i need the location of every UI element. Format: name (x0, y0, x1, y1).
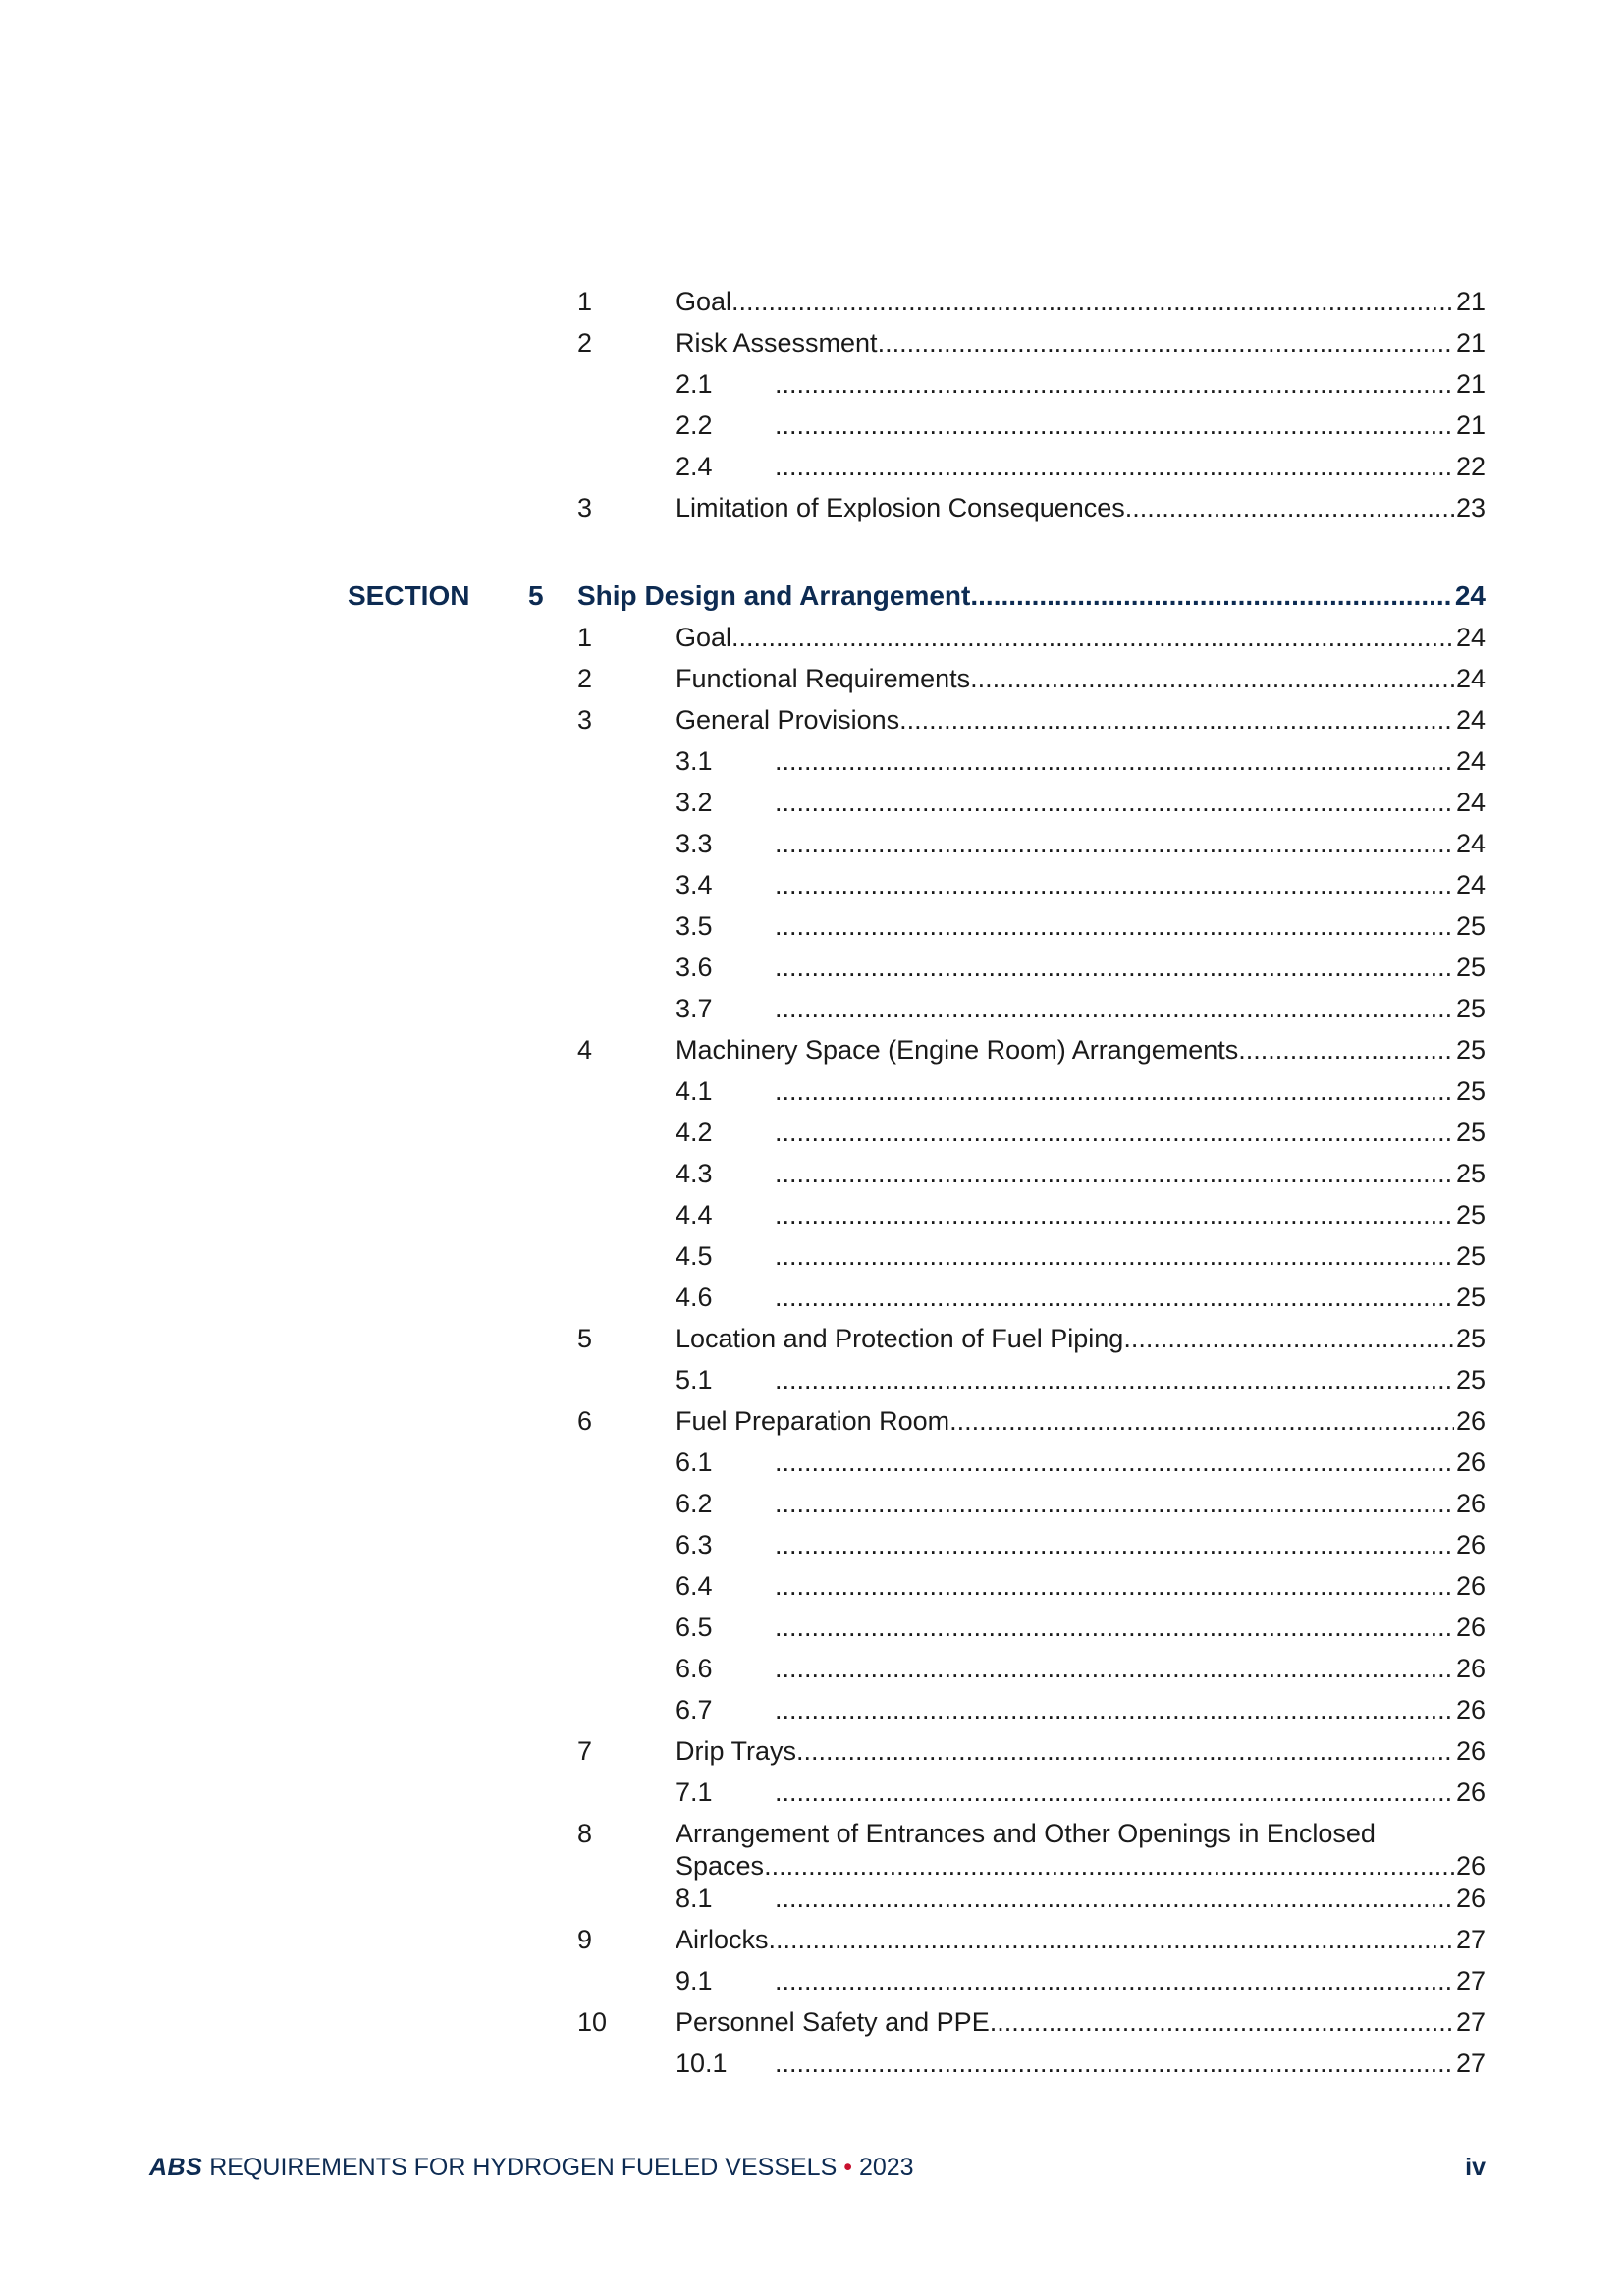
dot-leader (769, 1919, 1454, 1960)
entry-number: 10 (577, 2007, 608, 2037)
subentry-page: 26 (1455, 1695, 1486, 1724)
dot-leader (731, 617, 1454, 658)
entry-leader (676, 487, 1486, 528)
section-label: SECTION (348, 580, 470, 611)
entry-title: Goal (676, 287, 732, 316)
subentry-leader (775, 1648, 1486, 1689)
entry-number: 2 (577, 328, 593, 357)
dot-leader (775, 905, 1454, 947)
toc-entry[interactable] (0, 617, 1623, 658)
entry-number: 3 (577, 705, 593, 735)
toc-subentry[interactable] (0, 988, 1623, 1029)
subentry-page: 24 (1455, 870, 1486, 900)
toc-subentry[interactable] (0, 1112, 1623, 1153)
dot-leader (775, 405, 1454, 446)
subentry-number: 7.1 (676, 1777, 713, 1807)
subentry-page: 25 (1455, 1241, 1486, 1271)
dot-leader (775, 947, 1454, 988)
toc-subentry[interactable] (0, 864, 1623, 905)
subentry-leader (775, 1565, 1486, 1607)
subentry-leader (775, 864, 1486, 905)
subentry-page: 26 (1455, 1530, 1486, 1559)
toc-subentry[interactable] (0, 1524, 1623, 1565)
dot-leader (775, 782, 1454, 823)
subentry-leader (775, 905, 1486, 947)
toc-subentry[interactable] (0, 1960, 1623, 2001)
subentry-leader (775, 1524, 1486, 1565)
subentry-page: 24 (1455, 788, 1486, 817)
subentry-number: 4.5 (676, 1241, 713, 1271)
entry-title: Drip Trays (676, 1736, 797, 1766)
subentry-number: 3.6 (676, 953, 713, 982)
entry-number: 7 (577, 1736, 593, 1766)
toc-subentry[interactable] (0, 1878, 1623, 1919)
subentry-page: 25 (1455, 1159, 1486, 1188)
section-leader (577, 575, 1486, 617)
subentry-page: 21 (1455, 410, 1486, 440)
document-year: 2023 (858, 2154, 914, 2181)
dot-leader (775, 1194, 1454, 1235)
subentry-number: 2.4 (676, 452, 713, 481)
entry-leader (676, 617, 1486, 658)
toc-entry[interactable] (0, 2001, 1623, 2043)
subentry-page: 21 (1455, 369, 1486, 399)
entry-page: 24 (1455, 623, 1486, 652)
toc-subentry[interactable] (0, 405, 1623, 446)
subentry-page: 26 (1455, 1448, 1486, 1477)
dot-leader (775, 823, 1454, 864)
subentry-page: 25 (1455, 953, 1486, 982)
subentry-number: 6.6 (676, 1654, 713, 1683)
bullet-separator: • (843, 2154, 852, 2181)
toc-subentry[interactable] (0, 363, 1623, 405)
dot-leader (775, 1235, 1454, 1277)
entry-title: General Provisions (676, 705, 900, 735)
toc-entry[interactable] (0, 322, 1623, 363)
toc-subentry[interactable] (0, 905, 1623, 947)
dot-leader (775, 988, 1454, 1029)
toc-subentry[interactable] (0, 740, 1623, 782)
dot-leader (949, 1400, 1454, 1442)
subentry-number: 4.6 (676, 1283, 713, 1312)
subentry-leader (775, 2043, 1486, 2084)
subentry-page: 26 (1455, 1489, 1486, 1518)
dot-leader (775, 740, 1454, 782)
subentry-page: 25 (1455, 1076, 1486, 1106)
subentry-leader (775, 782, 1486, 823)
entry-leader (676, 1919, 1486, 1960)
subentry-leader (775, 405, 1486, 446)
subentry-leader (775, 1607, 1486, 1648)
section-title: Ship Design and Arrangement (577, 580, 971, 611)
entry-number: 2 (577, 664, 593, 693)
subentry-number: 10.1 (676, 2049, 728, 2078)
entry-number: 4 (577, 1035, 593, 1065)
toc-subentry[interactable] (0, 1442, 1623, 1483)
subentry-leader (775, 1070, 1486, 1112)
subentry-page: 24 (1455, 746, 1486, 776)
entry-page: 26 (1455, 1736, 1486, 1766)
subentry-page: 25 (1455, 1118, 1486, 1147)
subentry-leader (775, 1878, 1486, 1919)
entry-title: Limitation of Explosion Consequences (676, 493, 1125, 522)
subentry-page: 25 (1455, 1365, 1486, 1394)
entry-leader (676, 1318, 1486, 1359)
document-title: REQUIREMENTS FOR HYDROGEN FUELED VESSELS (209, 2154, 838, 2181)
dot-leader (775, 446, 1454, 487)
subentry-number: 3.4 (676, 870, 713, 900)
subentry-page: 26 (1455, 1884, 1486, 1913)
dot-leader (775, 1648, 1454, 1689)
entry-number: 5 (577, 1324, 593, 1353)
entry-title: Goal (676, 623, 732, 652)
section-number: 5 (528, 580, 544, 611)
toc-subentry[interactable] (0, 1689, 1623, 1730)
subentry-leader (775, 1483, 1486, 1524)
dot-leader (878, 322, 1454, 363)
dot-leader (775, 1442, 1454, 1483)
entry-title: Risk Assessment (676, 328, 878, 357)
dot-leader (775, 2043, 1454, 2084)
subentry-leader (775, 823, 1486, 864)
entry-page: 21 (1455, 328, 1486, 357)
subentry-page: 25 (1455, 1200, 1486, 1230)
brand-logo: ABS (149, 2154, 203, 2181)
subentry-number: 2.2 (676, 410, 713, 440)
subentry-leader (775, 1689, 1486, 1730)
dot-leader (1238, 1029, 1454, 1070)
table-of-contents (0, 281, 1623, 2084)
subentry-number: 5.1 (676, 1365, 713, 1394)
toc-subentry[interactable] (0, 446, 1623, 487)
subentry-leader (775, 1960, 1486, 2001)
entry-page: 21 (1455, 287, 1486, 316)
subentry-leader (775, 1153, 1486, 1194)
subentry-number: 4.4 (676, 1200, 713, 1230)
entry-number: 9 (577, 1925, 593, 1954)
dot-leader (1123, 1318, 1454, 1359)
toc-top-block (0, 281, 1623, 528)
entry-page: 23 (1455, 493, 1486, 522)
entry-title: Functional Requirements (676, 664, 971, 693)
dot-leader (775, 1960, 1454, 2001)
toc-subentry[interactable] (0, 1194, 1623, 1235)
dot-leader (899, 699, 1454, 740)
toc-subentry[interactable] (0, 1359, 1623, 1400)
subentry-leader (775, 1194, 1486, 1235)
dot-leader (775, 1772, 1454, 1813)
subentry-leader (775, 1772, 1486, 1813)
subentry-page: 22 (1455, 452, 1486, 481)
page-number: iv (1465, 2154, 1486, 2181)
entry-number: 3 (577, 493, 593, 522)
toc-subentry[interactable] (0, 1277, 1623, 1318)
entry-title-line1: Arrangement of Entrances and Other Openings in Enclosed (676, 1819, 1376, 1848)
dot-leader (775, 1277, 1454, 1318)
subentry-number: 6.7 (676, 1695, 713, 1724)
section-page: 24 (1454, 580, 1486, 611)
subentry-page: 26 (1455, 1613, 1486, 1642)
toc-subentry[interactable] (0, 947, 1623, 988)
subentry-number: 3.1 (676, 746, 713, 776)
dot-leader (775, 1565, 1454, 1607)
dot-leader (775, 1689, 1454, 1730)
subentry-number: 6.5 (676, 1613, 713, 1642)
subentry-leader (775, 947, 1486, 988)
subentry-number: 3.5 (676, 911, 713, 941)
subentry-page: 25 (1455, 911, 1486, 941)
dot-leader (775, 363, 1454, 405)
toc-subentry[interactable] (0, 1235, 1623, 1277)
entry-leader (676, 1029, 1486, 1070)
dot-leader (775, 1483, 1454, 1524)
subentry-number: 6.4 (676, 1571, 713, 1601)
dot-leader (775, 1878, 1454, 1919)
subentry-number: 6.1 (676, 1448, 713, 1477)
dot-leader (731, 281, 1454, 322)
subentry-number: 3.7 (676, 994, 713, 1023)
toc-subentry[interactable] (0, 2043, 1623, 2084)
subentry-leader (775, 988, 1486, 1029)
subentry-number: 4.1 (676, 1076, 713, 1106)
subentry-number: 9.1 (676, 1966, 713, 1995)
toc-entry[interactable] (0, 1919, 1623, 1960)
dot-leader (775, 1607, 1454, 1648)
entry-number: 1 (577, 287, 593, 316)
entry-title: Airlocks (676, 1925, 769, 1954)
toc-subentry[interactable] (0, 782, 1623, 823)
dot-leader (990, 2001, 1454, 2043)
toc-entry[interactable] (0, 1029, 1623, 1070)
section-heading[interactable] (0, 575, 1623, 617)
entry-page: 25 (1455, 1035, 1486, 1065)
toc-entry[interactable] (0, 1730, 1623, 1772)
dot-leader (775, 1112, 1454, 1153)
subentry-page: 26 (1455, 1777, 1486, 1807)
subentry-page: 27 (1455, 2049, 1486, 2078)
entry-number: 8 (577, 1819, 593, 1848)
dot-leader (775, 1070, 1454, 1112)
toc-entry[interactable] (0, 699, 1623, 740)
toc-entry[interactable] (0, 281, 1623, 322)
entry-page: 25 (1455, 1324, 1486, 1353)
subentry-leader (775, 740, 1486, 782)
subentry-leader (775, 1235, 1486, 1277)
toc-entry[interactable] (0, 1318, 1623, 1359)
dot-leader (796, 1730, 1454, 1772)
entry-page: 27 (1455, 2007, 1486, 2037)
subentry-number: 2.1 (676, 369, 713, 399)
subentry-page: 24 (1455, 829, 1486, 858)
toc-subentry[interactable] (0, 1772, 1623, 1813)
entry-title: Fuel Preparation Room (676, 1406, 950, 1436)
entry-leader (676, 1400, 1486, 1442)
entry-title: Personnel Safety and PPE (676, 2007, 990, 2037)
subentry-number: 4.2 (676, 1118, 713, 1147)
subentry-leader (775, 1277, 1486, 1318)
page-footer (149, 2154, 1486, 2182)
entry-leader (676, 658, 1486, 699)
subentry-number: 4.3 (676, 1159, 713, 1188)
subentry-leader (775, 1112, 1486, 1153)
entry-page: 27 (1455, 1925, 1486, 1954)
subentry-number: 3.2 (676, 788, 713, 817)
toc-subentry[interactable] (0, 1565, 1623, 1607)
subentry-number: 6.2 (676, 1489, 713, 1518)
entry-page: 24 (1455, 664, 1486, 693)
footer-left (149, 2154, 914, 2182)
toc-subentry[interactable] (0, 823, 1623, 864)
subentry-page: 26 (1455, 1654, 1486, 1683)
entry-number: 6 (577, 1406, 593, 1436)
entry-leader (676, 2001, 1486, 2043)
section-gap (0, 528, 1623, 575)
entry-title: Location and Protection of Fuel Piping (676, 1324, 1124, 1353)
entry-page: 24 (1455, 705, 1486, 735)
subentry-number: 3.3 (676, 829, 713, 858)
entry-leader (676, 322, 1486, 363)
subentry-leader (775, 363, 1486, 405)
entry-leader (676, 699, 1486, 740)
toc-subentry[interactable] (0, 1153, 1623, 1194)
entry-title: Machinery Space (Engine Room) Arrangements (676, 1035, 1239, 1065)
toc-section-block (0, 617, 1623, 2084)
subentry-leader (775, 1442, 1486, 1483)
dot-leader (1125, 487, 1454, 528)
entry-number: 1 (577, 623, 593, 652)
subentry-page: 27 (1455, 1966, 1486, 1995)
dot-leader (775, 1153, 1454, 1194)
dot-leader (970, 575, 1452, 617)
subentry-page: 26 (1455, 1571, 1486, 1601)
toc-entry[interactable] (0, 1400, 1623, 1442)
dot-leader (775, 1359, 1454, 1400)
toc-entry[interactable] (0, 658, 1623, 699)
subentry-number: 8.1 (676, 1884, 713, 1913)
dot-leader (970, 658, 1454, 699)
entry-page: 26 (1455, 1406, 1486, 1436)
entry-page: 26 (1455, 1851, 1486, 1881)
toc-subentry[interactable] (0, 1648, 1623, 1689)
subentry-leader (775, 1359, 1486, 1400)
toc-subentry[interactable] (0, 1607, 1623, 1648)
entry-leader (676, 1730, 1486, 1772)
toc-entry[interactable] (0, 1813, 1623, 1881)
subentry-page: 25 (1455, 1283, 1486, 1312)
subentry-page: 25 (1455, 994, 1486, 1023)
dot-leader (775, 1524, 1454, 1565)
dot-leader (775, 864, 1454, 905)
toc-subentry[interactable] (0, 1483, 1623, 1524)
entry-title-line2: Spaces (676, 1851, 765, 1881)
subentry-number: 6.3 (676, 1530, 713, 1559)
toc-subentry[interactable] (0, 1070, 1623, 1112)
subentry-leader (775, 446, 1486, 487)
entry-leader (676, 281, 1486, 322)
toc-entry[interactable] (0, 487, 1623, 528)
